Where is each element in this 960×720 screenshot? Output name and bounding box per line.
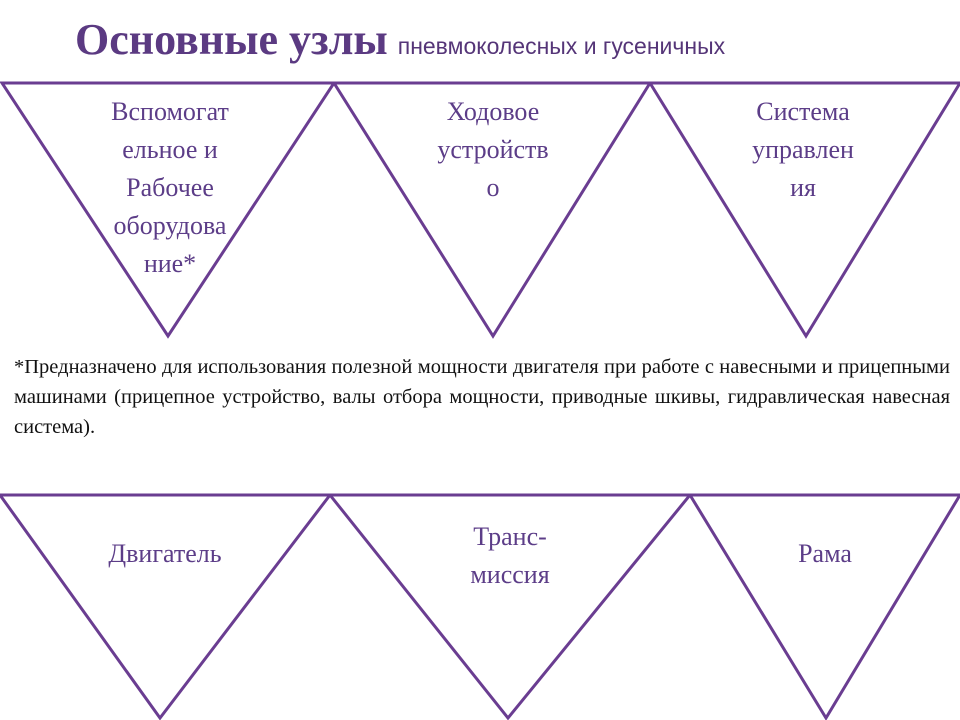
label-frame: Рама	[798, 539, 852, 568]
title-subtitle: пневмоколесных и гусеничных	[397, 33, 726, 59]
title-main: Основные узлы	[75, 15, 388, 64]
footnote-text: *Предназначено для использования полезной мощности двигателя при работе с навесными и прицепными машинами (прицепное устройство, валы отбора мощности, приводные шкивы, гидравлическая навесная система).	[14, 356, 950, 438]
label-auxiliary-equipment: Вспомогат ельное и Рабочее оборудова ние*	[111, 97, 229, 278]
label-control-system: Система управлен ия	[752, 97, 854, 202]
label-transmission: Транс- миссия	[470, 522, 550, 589]
triangle-engine	[0, 495, 330, 718]
label-engine: Двигатель	[108, 539, 222, 568]
triangle-frame	[690, 495, 960, 718]
label-running-gear: Ходовое устройств о	[437, 97, 549, 202]
